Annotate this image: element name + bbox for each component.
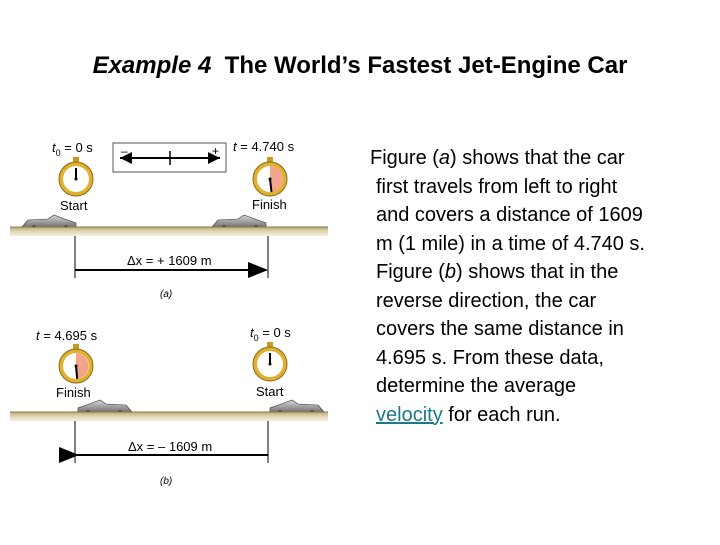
- text-line: reverse direction, the car: [376, 289, 597, 312]
- text-line: m (1 mile) in a time of 4.740 s.: [376, 232, 645, 255]
- road-b: [10, 412, 328, 421]
- text-line: 4.695 s. From these data,: [376, 346, 604, 369]
- text-line: determine the average: [376, 375, 577, 397]
- start-label-b: Start: [256, 384, 284, 399]
- text-line: first travels from left to right: [376, 175, 618, 198]
- t0-label-b: $t_0 = 0$ s: [250, 325, 291, 343]
- plus-sign: +: [212, 144, 220, 158]
- title-main: The World’s Fastest Jet-Engine Car: [224, 52, 628, 79]
- car-run-illustration: [0, 0, 340, 540]
- caption-b: (b): [160, 476, 173, 487]
- road-a: [10, 227, 328, 236]
- text-line: covers the same distance in: [376, 318, 624, 340]
- displacement-label-b: Δx = – 1609 m: [128, 439, 213, 454]
- title-prefix: Example 4: [92, 52, 212, 79]
- sign-convention-axis: [113, 143, 226, 172]
- displacement-label-a: Δx = + 1609 m: [127, 253, 212, 268]
- figure-a: [10, 139, 328, 300]
- finish-label-a: Finish: [252, 197, 287, 212]
- problem-text: [368, 144, 718, 429]
- t-label-a: t = 4.740 s: [233, 139, 295, 154]
- stopwatch-icon: [253, 342, 287, 381]
- caption-a: (a): [160, 289, 173, 300]
- t-label-b: t = 4.695 s: [36, 328, 98, 343]
- text-line: velocity for each run.: [376, 403, 561, 426]
- stopwatch-icon: [253, 157, 287, 196]
- minus-sign: –: [121, 144, 128, 158]
- stopwatch-icon: [59, 157, 93, 196]
- figure-b: [10, 325, 328, 487]
- text-line: and covers a distance of 1609: [376, 204, 643, 226]
- stopwatch-icon: [59, 344, 93, 383]
- text-line: Figure (b) shows that in the: [376, 261, 619, 283]
- start-label-a: Start: [60, 198, 88, 213]
- finish-label-b: Finish: [56, 385, 91, 400]
- velocity-link[interactable]: velocity: [376, 403, 443, 426]
- t0-label-a: $t_0 = 0$ s: [52, 140, 93, 158]
- text-line: Figure (a) shows that the car: [370, 147, 625, 169]
